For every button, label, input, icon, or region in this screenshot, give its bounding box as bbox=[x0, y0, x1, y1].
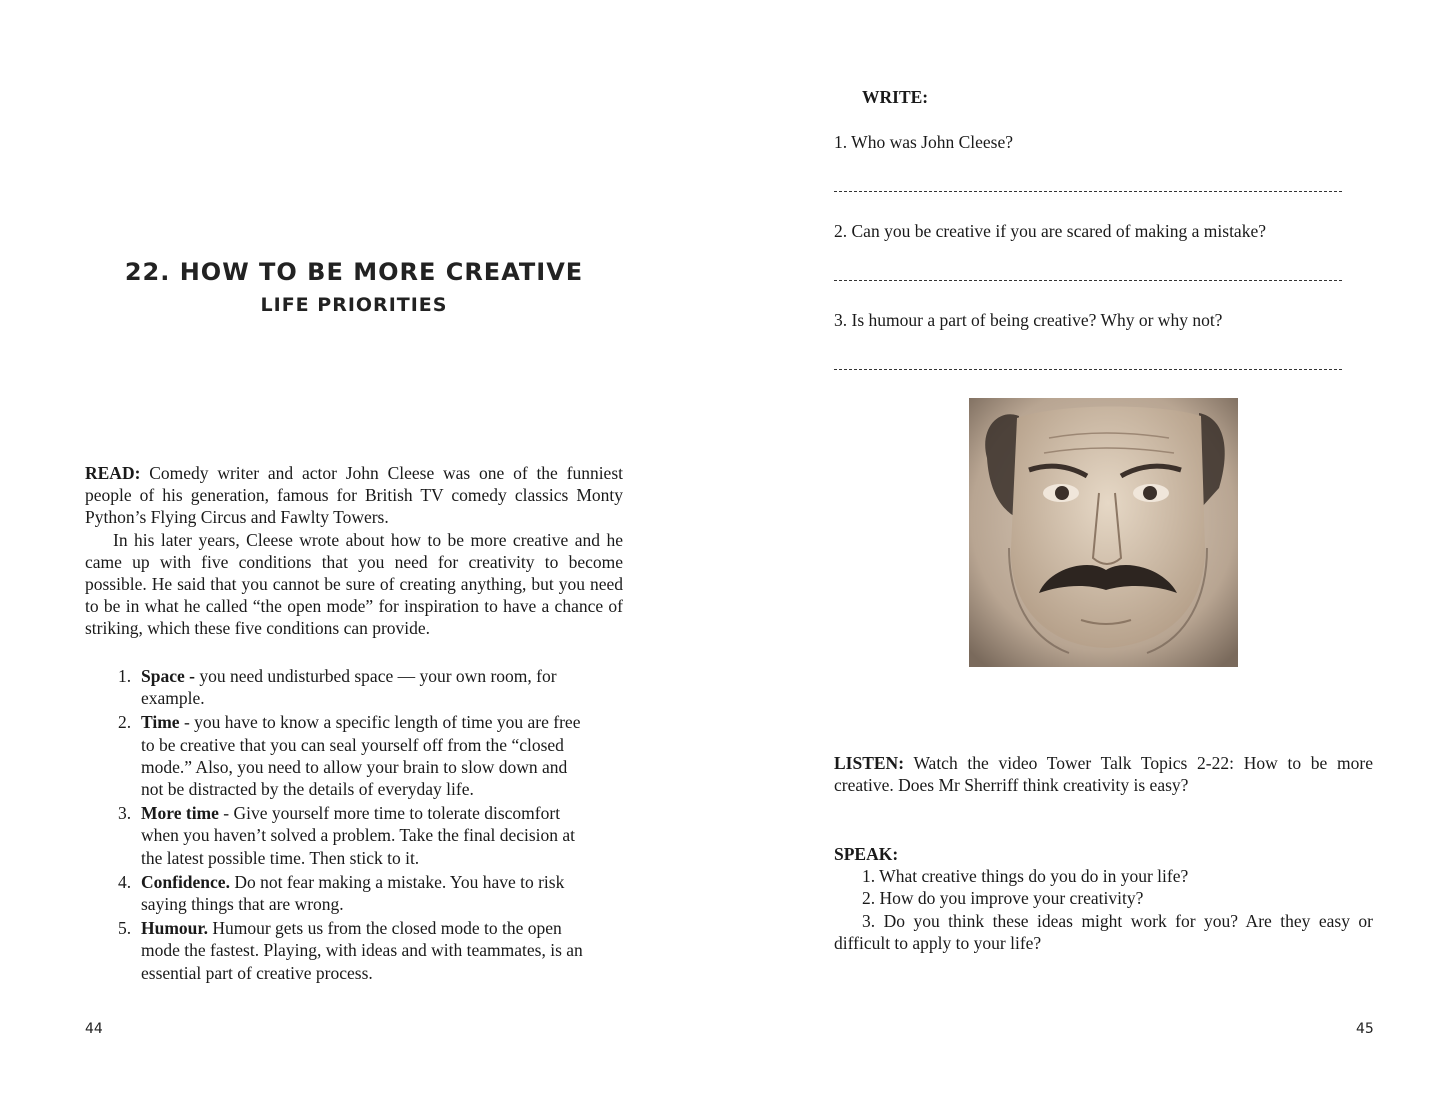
list-text: you need undisturbed space — your own room, for example. bbox=[141, 666, 557, 709]
list-term: More time bbox=[141, 803, 219, 824]
speak-question-2: 2. How do you improve your creativity? bbox=[862, 888, 1144, 909]
list-item bbox=[112, 871, 592, 915]
list-term: Time bbox=[141, 712, 180, 733]
speak-question-1: 1. What creative things do you do in your life? bbox=[862, 866, 1189, 887]
list-item bbox=[112, 917, 592, 984]
list-text: - Give yourself more time to tolerate discomfort when you haven’t solved a problem. Take the final decision at the latest possible time. Then stick to it. bbox=[141, 803, 576, 868]
list-item bbox=[112, 711, 592, 800]
right-page bbox=[728, 0, 1456, 1096]
chapter-title: 22. HOW TO BE MORE CREATIVE bbox=[124, 258, 584, 286]
answer-line-1[interactable] bbox=[834, 191, 1342, 192]
listen-text: Watch the video Tower Talk Topics 2-22: How to be more creative. Does Mr Sherriff think creativity is easy? bbox=[834, 753, 1373, 796]
answer-line-2[interactable] bbox=[834, 280, 1342, 281]
list-item bbox=[112, 665, 592, 709]
chapter-heading bbox=[0, 256, 708, 318]
page-number-left: 44 bbox=[85, 1021, 103, 1037]
read-text-1: Comedy writer and actor John Cleese was one of the funniest people of his generation, famous for British TV comedy classics Monty Python’s Flying Circus and Fawlty Towers. bbox=[85, 463, 623, 528]
list-number: 4. bbox=[118, 871, 132, 892]
list-term: Space - bbox=[141, 666, 195, 686]
page-number-right: 45 bbox=[1356, 1021, 1374, 1037]
list-number: 3. bbox=[118, 803, 132, 824]
speak-label-text: SPEAK: bbox=[834, 844, 899, 864]
listen-section bbox=[834, 752, 1373, 796]
read-paragraph-1 bbox=[85, 462, 623, 529]
write-question-2: 2. Can you be creative if you are scared of making a mistake? bbox=[834, 221, 1266, 241]
list-text: Humour gets us from the closed mode to the open mode the fastest. Playing, with ideas and with teammates, is an essential part of creative process. bbox=[141, 918, 583, 983]
write-question-3: 3. Is humour a part of being creative? Why or why not? bbox=[834, 310, 1223, 330]
listen-label: LISTEN: bbox=[834, 753, 905, 773]
john-cleese-portrait-image bbox=[969, 398, 1238, 667]
read-paragraph-2: In his later years, Cleese wrote about how to be more creative and he came up with five conditions that you need for creativity to become possible. He said that you cannot be sure of creating anything, but you need to be in what he called “the open mode” for inspiration to have a chance of striking, which these five conditions can provide. bbox=[85, 529, 623, 639]
speak-section bbox=[834, 843, 1373, 954]
speak-question-3: 3. Do you think these ideas might work for you? Are they easy or difficult to apply to your life? bbox=[834, 910, 1373, 953]
list-text: Do not fear making a mistake. You have to risk saying things that are wrong. bbox=[141, 871, 565, 915]
list-number: 5. bbox=[118, 918, 132, 939]
speak-label bbox=[834, 843, 1373, 865]
read-section bbox=[85, 462, 623, 640]
answer-line-3[interactable] bbox=[834, 369, 1342, 370]
list-number: 2. bbox=[118, 712, 132, 733]
list-text: - you have to know a specific length of time you are free to be creative that you can seal yourself off from the “closed mode.” Also, you need to allow your brain to slow down and not be distracted by the details of everyday life. bbox=[141, 712, 581, 800]
chapter-subtitle: LIFE PRIORITIES bbox=[260, 294, 448, 316]
write-label: WRITE: bbox=[862, 87, 929, 107]
read-label: READ: bbox=[85, 463, 141, 483]
list-number: 1. bbox=[118, 666, 132, 686]
conditions-list bbox=[112, 665, 592, 986]
list-term: Humour. bbox=[141, 918, 208, 939]
list-item bbox=[112, 802, 592, 869]
list-term: Confidence. bbox=[141, 871, 230, 892]
write-question-1: 1. Who was John Cleese? bbox=[834, 132, 1014, 152]
